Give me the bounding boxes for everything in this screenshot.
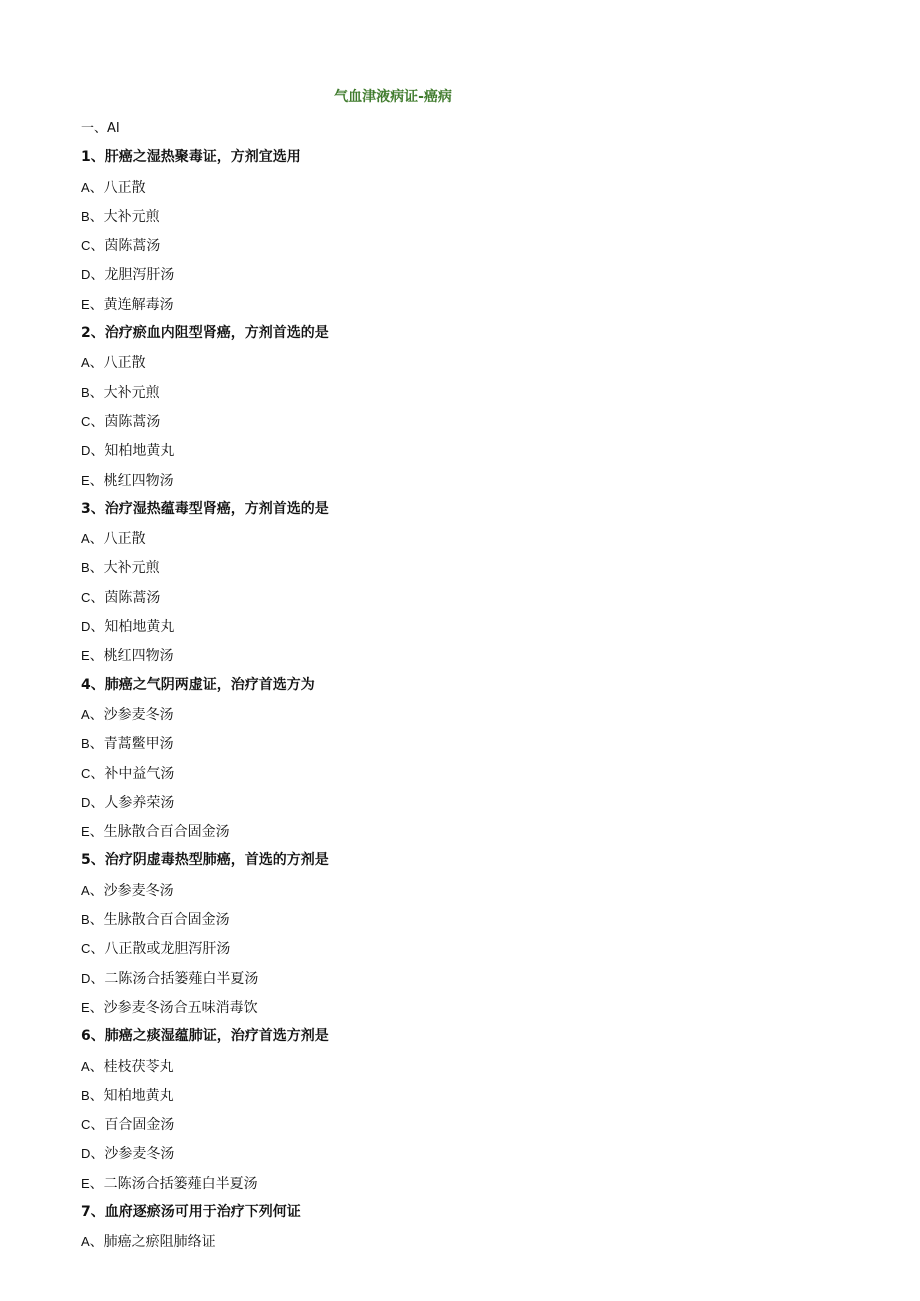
answer-option xyxy=(81,348,861,377)
option-separator: 、 xyxy=(89,296,104,313)
option-separator: 、 xyxy=(89,179,104,196)
option-separator: 、 xyxy=(90,619,105,636)
option-separator: 、 xyxy=(89,355,104,372)
option-letter: C xyxy=(81,765,91,781)
option-text: 黄连解毒汤 xyxy=(103,296,174,313)
option-separator: 、 xyxy=(90,413,105,430)
answer-option xyxy=(81,173,861,202)
answer-option xyxy=(81,553,861,582)
answer-option xyxy=(81,817,861,846)
answer-option xyxy=(81,759,861,788)
option-separator: 、 xyxy=(90,1117,105,1134)
option-letter: E xyxy=(81,472,90,488)
option-letter: B xyxy=(81,912,90,928)
option-separator: 、 xyxy=(90,589,105,606)
answer-option xyxy=(81,231,861,260)
option-letter: A xyxy=(81,355,90,371)
option-text: 茵陈蒿汤 xyxy=(104,589,161,606)
answer-option xyxy=(81,641,861,670)
option-text: 百合固金汤 xyxy=(104,1117,175,1134)
option-separator: 、 xyxy=(89,648,104,665)
answer-option xyxy=(81,1227,861,1256)
option-separator: 、 xyxy=(89,912,104,929)
question-stem: 3、治疗湿热蕴毒型肾癌，方剂首选的是 xyxy=(81,500,329,517)
option-separator: 、 xyxy=(90,794,105,811)
option-separator: 、 xyxy=(90,443,105,460)
option-text: 二陈汤合括篓薤白半夏汤 xyxy=(103,1175,258,1192)
option-separator: 、 xyxy=(89,824,104,841)
answer-option xyxy=(81,466,861,495)
question-stem: 5、治疗阴虚毒热型肺癌，首选的方剂是 xyxy=(81,852,329,869)
option-separator: 、 xyxy=(89,999,104,1016)
option-text: 肺癌之瘀阻肺络证 xyxy=(103,1234,216,1251)
question-stem: 1、肝癌之湿热聚毒证，方剂宜选用 xyxy=(81,149,301,166)
answer-option xyxy=(81,1139,861,1168)
option-separator: 、 xyxy=(90,765,105,782)
answer-option xyxy=(81,407,861,436)
answer-option xyxy=(81,1052,861,1081)
option-separator: 、 xyxy=(90,1146,105,1163)
answer-option xyxy=(81,729,861,758)
answer-option xyxy=(81,378,861,407)
answer-option xyxy=(81,260,861,289)
option-text: 八正散 xyxy=(103,179,146,196)
option-text: 沙参麦冬汤 xyxy=(103,882,174,899)
option-text: 青蒿鳖甲汤 xyxy=(103,736,174,753)
option-letter: D xyxy=(81,794,91,810)
option-separator: 、 xyxy=(90,238,105,255)
answer-option xyxy=(81,934,861,963)
option-text: 知柏地黄丸 xyxy=(104,619,175,636)
option-letter: D xyxy=(81,443,91,459)
option-letter: B xyxy=(81,384,90,400)
option-text: 生脉散合百合固金汤 xyxy=(103,824,230,841)
option-separator: 、 xyxy=(89,882,104,899)
option-separator: 、 xyxy=(89,560,104,577)
answer-option xyxy=(81,905,861,934)
option-separator: 、 xyxy=(89,1234,104,1251)
answer-option xyxy=(81,1169,861,1198)
option-separator: 、 xyxy=(89,736,104,753)
option-letter: E xyxy=(81,824,90,840)
option-text: 桂枝茯苓丸 xyxy=(103,1058,174,1075)
option-separator: 、 xyxy=(90,970,105,987)
option-text: 桃红四物汤 xyxy=(103,472,174,489)
question-stem: 4、肺癌之气阴两虚证，治疗首选方为 xyxy=(81,676,315,693)
answer-option xyxy=(81,583,861,612)
answer-option xyxy=(81,876,861,905)
option-letter: A xyxy=(81,706,90,722)
option-text: 茵陈蒿汤 xyxy=(104,413,161,430)
option-text: 知柏地黄丸 xyxy=(104,443,175,460)
option-text: 茵陈蒿汤 xyxy=(104,238,161,255)
option-separator: 、 xyxy=(89,1087,104,1104)
option-letter: D xyxy=(81,1146,91,1162)
option-letter: B xyxy=(81,560,90,576)
option-letter: C xyxy=(81,413,91,429)
option-text: 大补元煎 xyxy=(103,384,160,401)
answer-option xyxy=(81,202,861,231)
answer-option xyxy=(81,612,861,641)
option-text: 人参养荣汤 xyxy=(104,794,175,811)
answer-option xyxy=(81,1110,861,1139)
option-separator: 、 xyxy=(89,531,104,548)
option-letter: D xyxy=(81,970,91,986)
option-text: 沙参麦冬汤 xyxy=(103,706,174,723)
answer-option xyxy=(81,1081,861,1110)
answer-option xyxy=(81,993,861,1022)
option-text: 生脉散合百合固金汤 xyxy=(103,912,230,929)
answer-option xyxy=(81,290,861,319)
option-letter: E xyxy=(81,1175,90,1191)
answer-option xyxy=(81,524,861,553)
answer-option xyxy=(81,700,861,729)
option-letter: A xyxy=(81,1058,90,1074)
option-text: 沙参麦冬汤合五味消毒饮 xyxy=(103,999,258,1016)
option-letter: A xyxy=(81,1234,90,1250)
option-text: 大补元煎 xyxy=(103,208,160,225)
option-letter: A xyxy=(81,882,90,898)
answer-option xyxy=(81,788,861,817)
option-separator: 、 xyxy=(89,384,104,401)
section-heading: 一、AI xyxy=(81,121,120,136)
option-text: 二陈汤合括篓薤白半夏汤 xyxy=(104,970,259,987)
option-letter: C xyxy=(81,238,91,254)
question-stem: 2、治疗瘀血内阻型肾癌，方剂首选的是 xyxy=(81,325,329,342)
page-title: 气血津液病证-癌病 xyxy=(334,89,452,105)
option-separator: 、 xyxy=(89,208,104,225)
answer-option xyxy=(81,964,861,993)
option-text: 八正散或龙胆泻肝汤 xyxy=(104,941,231,958)
option-letter: D xyxy=(81,267,91,283)
option-letter: C xyxy=(81,1117,91,1133)
option-text: 沙参麦冬汤 xyxy=(104,1146,175,1163)
question-list xyxy=(81,114,861,1257)
option-separator: 、 xyxy=(89,706,104,723)
option-separator: 、 xyxy=(89,1175,104,1192)
option-letter: B xyxy=(81,1087,90,1103)
option-text: 龙胆泻肝汤 xyxy=(104,267,175,284)
answer-option xyxy=(81,436,861,465)
option-letter: B xyxy=(81,208,90,224)
option-letter: E xyxy=(81,999,90,1015)
option-text: 大补元煎 xyxy=(103,560,160,577)
question-stem: 7、血府逐瘀汤可用于治疗下列何证 xyxy=(81,1203,301,1220)
option-separator: 、 xyxy=(89,1058,104,1075)
option-letter: C xyxy=(81,941,91,957)
option-text: 补中益气汤 xyxy=(104,765,175,782)
option-text: 八正散 xyxy=(103,531,146,548)
option-letter: C xyxy=(81,589,91,605)
option-separator: 、 xyxy=(90,267,105,284)
option-letter: E xyxy=(81,296,90,312)
option-letter: B xyxy=(81,736,90,752)
option-separator: 、 xyxy=(90,941,105,958)
question-stem: 6、肺癌之痰湿蕴肺证，治疗首选方剂是 xyxy=(81,1028,329,1045)
option-letter: D xyxy=(81,619,91,635)
option-text: 八正散 xyxy=(103,355,146,372)
option-text: 知柏地黄丸 xyxy=(103,1087,174,1104)
option-letter: E xyxy=(81,648,90,664)
option-letter: A xyxy=(81,179,90,195)
option-letter: A xyxy=(81,531,90,547)
option-separator: 、 xyxy=(89,472,104,489)
option-text: 桃红四物汤 xyxy=(103,648,174,665)
